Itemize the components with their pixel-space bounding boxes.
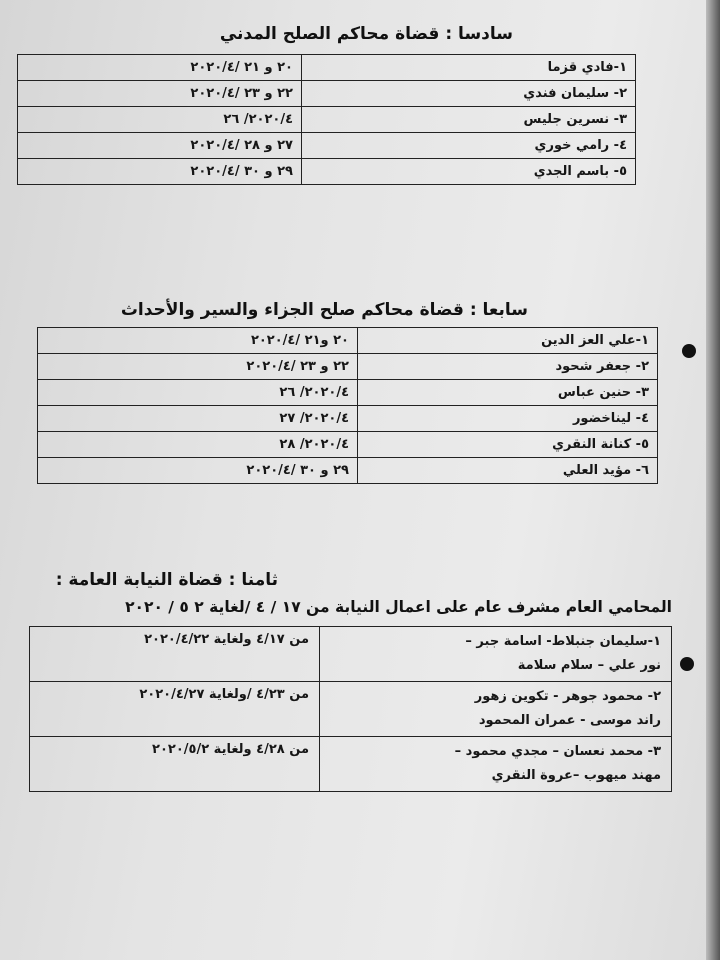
prosecutors-group (320, 737, 672, 792)
table-row (18, 55, 636, 81)
assignment-date: ٢٧ و ٢٨ /٢٠٢٠/٤ (18, 133, 302, 159)
judge-name: ٥- باسم الجدي (302, 159, 636, 185)
assignment-date: ٢٢ و ٢٣ /٢٠٢٠/٤ (38, 354, 358, 380)
page-edge-shadow (706, 0, 720, 960)
assignment-date: ٢٩ و ٣٠ /٢٠٢٠/٤ (18, 159, 302, 185)
prosecutors-line: ٢- محمود جوهر - تكوين زهور (474, 689, 661, 704)
judge-name: ٣- نسرين جليس (302, 107, 636, 133)
prosecutors-group (320, 627, 672, 682)
assignment-date: ٢٩ و ٣٠ /٢٠٢٠/٤ (38, 458, 358, 484)
assignment-date: ٢٠٢٠/٤/ ٢٦ (38, 380, 358, 406)
table-row (30, 627, 672, 682)
prosecutors-line: مهند ميهوب –عروة النقري (491, 768, 661, 783)
assignment-date: ٢٠٢٠/٤/ ٢٧ (38, 406, 358, 432)
assignment-period: من ٤/١٧ ولغاية ٢٠٢٠/٤/٢٢ (30, 627, 320, 682)
punch-hole-mark (680, 657, 694, 671)
assignment-date: ٢٠ و٢١ /٢٠٢٠/٤ (38, 328, 358, 354)
judge-name: ١-فادي قزما (302, 55, 636, 81)
table-row (18, 81, 636, 107)
section-6-table (17, 54, 636, 185)
prosecutors-group (320, 682, 672, 737)
section-8-table (29, 626, 672, 792)
assignment-date: ٢٢ و ٢٣ /٢٠٢٠/٤ (18, 81, 302, 107)
prosecutors-line: ٣- محمد نعسان – مجدي محمود – (454, 744, 661, 759)
table-row (30, 682, 672, 737)
judge-name: ٢- سليمان فندي (302, 81, 636, 107)
judge-name: ٤- ليناخضور (358, 406, 658, 432)
section-8-subtitle: المحامي العام مشرف عام على اعمال النيابة من ١٧ / ٤ /لغاية ٢ ٥ / ٢٠٢٠ (125, 598, 672, 616)
table-row (38, 432, 658, 458)
judge-name: ٦- مؤيد العلي (358, 458, 658, 484)
assignment-date: ٢٠٢٠/٤/ ٢٨ (38, 432, 358, 458)
assignment-period: من ٤/٢٨ ولغاية ٢٠٢٠/٥/٢ (30, 737, 320, 792)
section-7-table (37, 327, 658, 484)
judge-name: ٤- رامي خوري (302, 133, 636, 159)
table-row (18, 133, 636, 159)
judge-name: ١-علي العز الدين (358, 328, 658, 354)
section-6-heading: سادسا : قضاة محاكم الصلح المدني (219, 24, 513, 44)
table-row (18, 159, 636, 185)
judge-name: ٥- كنانة النقري (358, 432, 658, 458)
assignment-date: ٢٠٢٠/٤/ ٢٦ (18, 107, 302, 133)
assignment-date: ٢٠ و ٢١ /٢٠٢٠/٤ (18, 55, 302, 81)
judge-name: ٣- حنين عباس (358, 380, 658, 406)
table-row (30, 737, 672, 792)
table-row (38, 354, 658, 380)
table-row (38, 328, 658, 354)
table-row (38, 458, 658, 484)
prosecutors-line: راند موسى - عمران المحمود (478, 713, 661, 728)
judge-name: ٢- جعفر شحود (358, 354, 658, 380)
prosecutors-line: نور علي – سلام سلامة (517, 658, 661, 673)
table-row (38, 380, 658, 406)
table-row (18, 107, 636, 133)
section-8-heading: ثامنا : قضاة النيابة العامة : (55, 570, 278, 590)
section-7-heading: سابعا : قضاة محاكم صلح الجزاء والسير والأحداث (120, 300, 528, 320)
prosecutors-line: ١-سليمان جنبلاط- اسامة جبر – (465, 634, 661, 649)
assignment-period: من ٤/٢٣ /ولغاية ٢٠٢٠/٤/٢٧ (30, 682, 320, 737)
table-row (38, 406, 658, 432)
punch-hole-mark (682, 344, 696, 358)
